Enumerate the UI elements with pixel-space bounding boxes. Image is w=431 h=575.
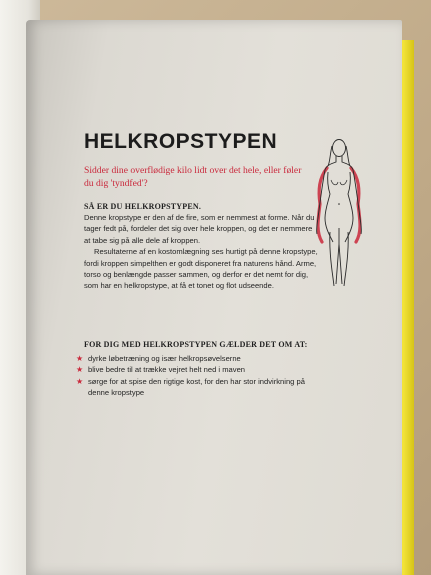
list-item: ★ blive bedre til at trække vejret helt ned i maven [76, 365, 246, 375]
page-title: HELKROPSTYPEN [84, 130, 278, 153]
book-page [26, 20, 402, 575]
page-subtitle: Sidder dine overflødige kilo lidt over det hele, eller føler du dig 'tyndfed'? [84, 165, 302, 189]
list-item: ★ sørge for at spise den rigtige kost, for den har stor indvirkning på denne kropstype [76, 376, 305, 398]
female-body-outline-icon [300, 132, 378, 292]
paragraph-results: Resultaterne af en kostomlægning ses hurtigt på denne kropstype, fordi kroppen simpelthen er godt disponeret fra naturens hånd. Arme, torso og benlængde passer sammen, og derfor er det nemt for dig, som har en helkropstype, at få et tonet og flot udseende. [84, 247, 318, 291]
star-bullet-icon: ★ [76, 354, 84, 363]
list-item: ★ dyrke løbetræning og især helkropsøvelserne [76, 354, 241, 363]
section-body [84, 212, 319, 292]
section-heading-advice: FOR DIG MED HELKROPSTYPEN GÆLDER DET OM AT: [84, 340, 308, 349]
advice-list [76, 353, 326, 399]
paragraph-intro: Denne kropstype er den af de fire, som er nemmest at forme. Når du tager fedt på, fordeler det sig over hele kroppen, og det er nemmere at tabe sig på alle dele af kroppen. [84, 213, 315, 245]
star-bullet-icon: ★ [76, 376, 84, 386]
section-heading-type: SÅ ER DU HELKROPSTYPEN. [84, 202, 202, 211]
star-bullet-icon: ★ [76, 365, 84, 375]
